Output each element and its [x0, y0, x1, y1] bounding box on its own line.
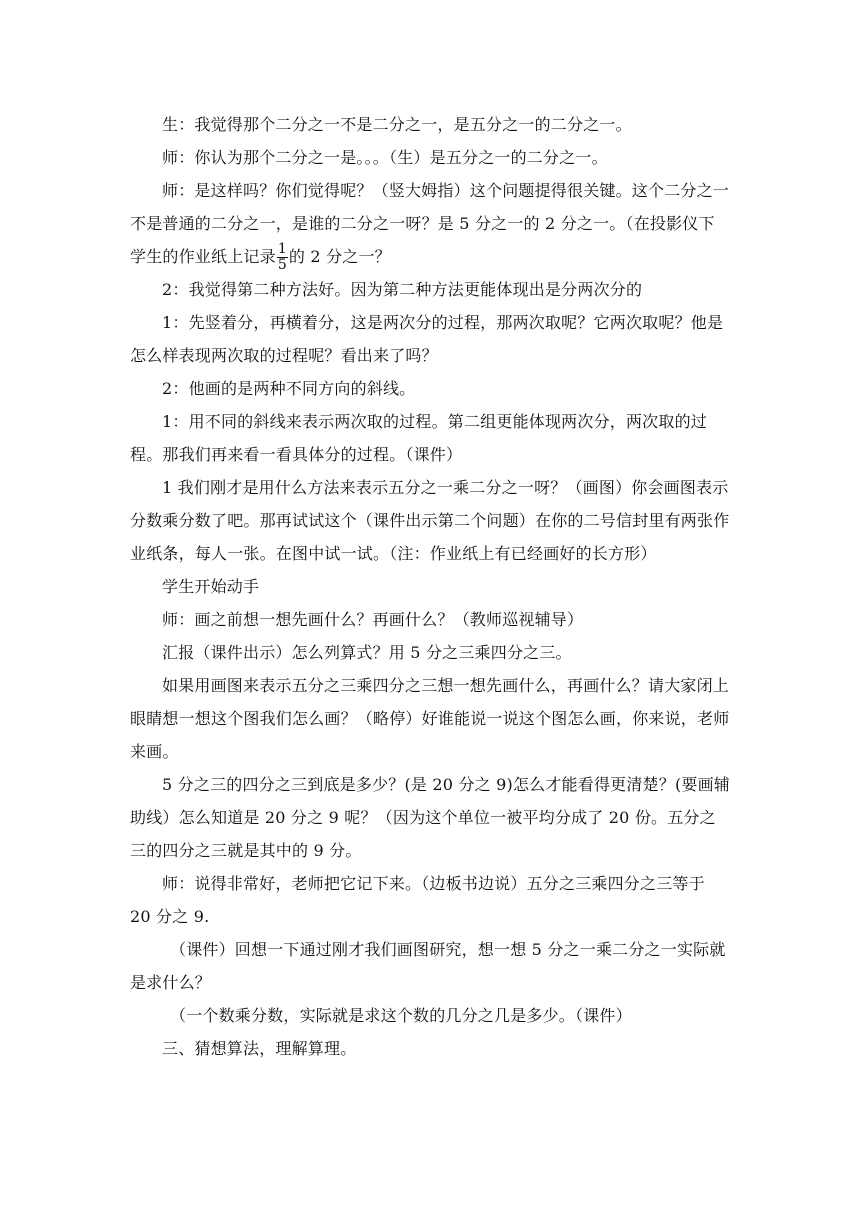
section-heading-three: 三、猜想算法，理解算理。 [162, 1039, 357, 1058]
paragraph-report: 汇报（课件出示）怎么列算式？用 5 分之三乘四分之三。 [162, 643, 572, 662]
paragraph-draw-steps: 如果用画图来表示五分之三乘四分之三想一想先画什么，再画什么？请大家闭上眼睛想一想这个图我们怎么画？（略停）好谁能说一说这个图怎么画，你来说，老师来画。 [130, 676, 730, 761]
paragraph-student-reply: 生：我觉得那个二分之一不是二分之一，是五分之一的二分之一。 [162, 115, 632, 134]
paragraph-text-before-fraction: 师：是这样吗？你们觉得呢？（竖大姆指）这个问题提得很关键。这个二分之一不是普通的二分之一，是谁的二分之一呀？是 5 分之一的 2 分之一。（在投影仪下学生的作业纸上记录 [130, 181, 730, 266]
paragraph-teacher-question [130, 174, 730, 273]
fraction-one-fifth [277, 242, 288, 273]
paragraph-diagonal-lines: 2：他画的是两种不同方向的斜线。 [162, 379, 416, 398]
paragraph-result-question: 5 分之三的四分之三到底是多少？(是 20 分之 9)怎么才能看得更清楚？(要画辅助线）怎么知道是 20 分之 9 呢？（因为这个单位一被平均分成了 20 份。五分之三的四分之三就是其中的 9 分。 [130, 775, 730, 860]
paragraph-text-after-fraction: 的 2 分之一？ [288, 247, 391, 266]
paragraph-two-steps: 1：先竖着分，再横着分，这是两次分的过程，那两次取呢？它两次取呢？他是怎么样表现两次取的过程呢？看出来了吗？ [130, 313, 724, 365]
paragraph-teacher-record: 师：说得非常好，老师把它记下来。（边板书边说）五分之三乘四分之三等于 20 分之 9. [130, 874, 705, 926]
paragraph-teacher-guidance: 师：画之前想一想先画什么？再画什么？（教师巡视辅导） [162, 610, 584, 629]
paragraph-students-start: 学生开始动手 [162, 577, 260, 596]
fraction-numerator: 1 [277, 241, 287, 257]
paragraph-drawing-method: 1 我们刚才是用什么方法来表示五分之一乘二分之一呀？（画图）你会画图表示分数乘分数了吧。那再试试这个（课件出示第二个问题）在你的二号信封里有两张作业纸条，每人一张。在图中试一试。（注：作业纸上有已经画好的长方形） [130, 478, 730, 563]
paragraph-conclusion: （一个数乘分数，实际就是求这个数的几分之几是多少。（课件） [170, 1006, 632, 1025]
fraction-denominator: 5 [277, 257, 287, 273]
paragraph-different-lines: 1：用不同的斜线来表示两次取的过程。第二组更能体现两次分，两次取的过程。那我们再来看一看具体分的过程。（课件） [130, 412, 707, 464]
paragraph-review: （课件）回想一下通过刚才我们画图研究，想一想 5 分之一乘二分之一实际就是求什么？ [130, 940, 726, 992]
paragraph-teacher-restate: 师：你认为那个二分之一是。。。（生）是五分之一的二分之一。 [162, 148, 608, 167]
paragraph-second-method: 2：我觉得第二种方法好。因为第二种方法更能体现出是分两次分的 [162, 280, 643, 299]
document-body [130, 108, 730, 1065]
